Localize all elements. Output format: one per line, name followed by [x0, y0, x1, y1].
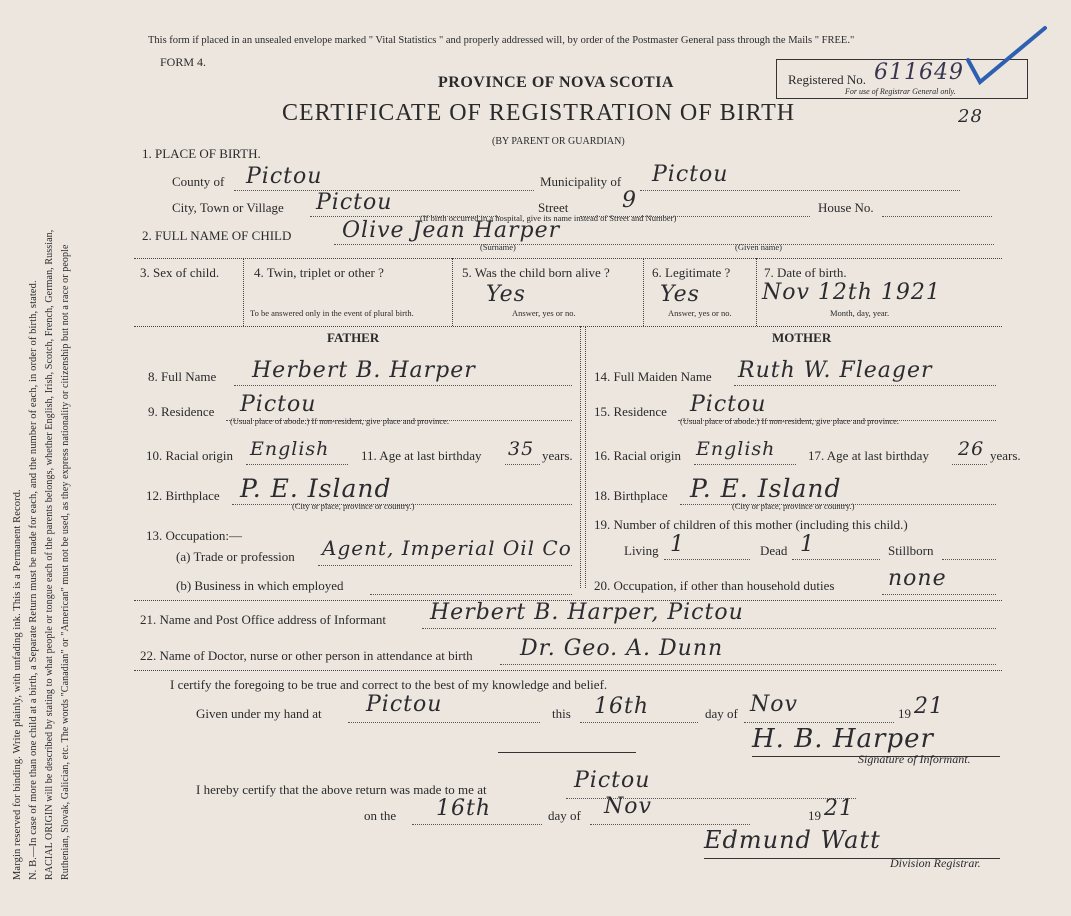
margin-note-binding: Margin reserved for binding. Write plainly, with unfading ink. This is a Permanent Record.	[12, 489, 23, 880]
trade-value: Agent, Imperial Oil Co	[322, 536, 572, 560]
mother-occupation-label: 20. Occupation, if other than household duties	[594, 578, 835, 593]
form-number: FORM 4.	[160, 55, 207, 69]
stamp-mark: 28	[958, 106, 983, 127]
margin-note-racial-2: Ruthenian, Slovak, Galician, etc. The words "Canadian" or "American" must not be used, as they express nationality or citizenship but not a race or people	[60, 244, 71, 880]
date-of-birth-label: 7. Date of birth.	[764, 265, 847, 280]
date-of-birth-note: Month, day, year.	[830, 308, 890, 318]
sex-label: 3. Sex of child.	[140, 265, 220, 280]
certify-month-value: Nov	[750, 692, 798, 717]
living-label: Living	[624, 543, 659, 558]
registrar-statement: I hereby certify that the above return was made to me at	[196, 782, 487, 797]
registrar-place-value: Pictou	[574, 768, 651, 793]
father-heading: FATHER	[327, 330, 380, 345]
certify-year-prefix: 19	[898, 706, 911, 721]
municipality-value: Pictou	[652, 162, 729, 187]
twin-label: 4. Twin, triplet or other ?	[254, 265, 384, 280]
given-place-value: Pictou	[366, 692, 443, 717]
mother-age-unit: years.	[990, 448, 1021, 463]
mother-occupation-value: none	[888, 566, 947, 591]
registrar-year-prefix: 19	[808, 808, 821, 823]
legitimate-label: 6. Legitimate ?	[652, 265, 731, 280]
on-the-label: on the	[364, 808, 397, 823]
county-label: County of	[172, 174, 225, 189]
business-label: (b) Business in which employed	[176, 578, 344, 593]
registrar-day-value: 16th	[436, 796, 492, 821]
given-under-label: Given under my hand at	[196, 706, 322, 721]
mother-age-label: 17. Age at last birthday	[808, 448, 929, 463]
father-residence-note: (Usual place of abode.) If non-resident, give place and province.	[230, 416, 450, 426]
child-name-label: 2. FULL NAME OF CHILD	[142, 228, 292, 243]
doctor-label: 22. Name of Doctor, nurse or other person in attendance at birth	[140, 648, 473, 663]
dead-value: 1	[800, 532, 815, 557]
twin-note: To be answered only in the event of plural birth.	[250, 308, 414, 318]
dead-label: Dead	[760, 543, 788, 558]
this-day-value: 16th	[594, 694, 650, 719]
county-value: Pictou	[246, 164, 323, 189]
registered-number: 611649	[874, 60, 964, 85]
city-label: City, Town or Village	[172, 200, 284, 215]
street-label: Street	[538, 200, 569, 215]
postal-notice: This form if placed in an unsealed envelope marked " Vital Statistics " and properly addressed will, by order of the Postmaster General pass through the Mails " FREE."	[148, 35, 855, 46]
this-label: this	[552, 706, 571, 721]
father-residence-value: Pictou	[240, 392, 317, 417]
born-alive-note: Answer, yes or no.	[512, 308, 576, 318]
mother-name-value: Ruth W. Fleager	[738, 358, 933, 383]
certify-year-value: 21	[914, 694, 944, 719]
occupation-label: 13. Occupation:—	[146, 528, 243, 543]
father-birthplace-value: P. E. Island	[240, 474, 392, 503]
mother-heading: MOTHER	[772, 330, 832, 345]
mother-residence-label: 15. Residence	[594, 404, 667, 419]
registrar-signature: Edmund Watt	[704, 826, 881, 854]
certify-statement: I certify the foregoing to be true and correct to the best of my knowledge and belief.	[170, 677, 608, 692]
informant-signature: H. B. Harper	[752, 724, 934, 754]
check-mark-icon	[940, 20, 1050, 100]
province-heading: PROVINCE OF NOVA SCOTIA	[438, 74, 674, 91]
mother-birthplace-note: (City or place, province or country.)	[732, 501, 855, 511]
municipality-label: Municipality of	[540, 174, 622, 189]
stillborn-label: Stillborn	[888, 543, 934, 558]
father-age-unit: years.	[542, 448, 573, 463]
mother-residence-value: Pictou	[690, 392, 767, 417]
city-value: Pictou	[316, 190, 393, 215]
father-name-label: 8. Full Name	[148, 369, 217, 384]
father-residence-label: 9. Residence	[148, 404, 215, 419]
hospital-note: (If birth occurred in a hospital, give its name instead of Street and Number)	[420, 213, 677, 223]
father-name-value: Herbert B. Harper	[252, 358, 476, 383]
father-age-label: 11. Age at last birthday	[361, 448, 482, 463]
registrar-year-value: 21	[824, 796, 854, 821]
house-label: House No.	[818, 200, 874, 215]
father-race-value: English	[250, 438, 330, 460]
children-count-label: 19. Number of children of this mother (including this child.)	[594, 517, 908, 532]
given-name-note: (Given name)	[735, 242, 782, 252]
informant-label: 21. Name and Post Office address of Informant	[140, 612, 386, 627]
born-alive-value: Yes	[486, 282, 526, 307]
living-value: 1	[670, 532, 685, 557]
mother-race-label: 16. Racial origin	[594, 448, 682, 463]
day-of-label: day of	[705, 706, 738, 721]
father-race-label: 10. Racial origin	[146, 448, 234, 463]
page-title: CERTIFICATE OF REGISTRATION OF BIRTH	[282, 100, 796, 126]
mother-age-value: 26	[958, 438, 985, 460]
margin-note-nb: N. B.—In case of more than one child at a birth, a Separate Return must be made for each, and the number of each, in order of birth, stated.	[28, 280, 39, 880]
date-of-birth-value: Nov 12th 1921	[762, 280, 941, 305]
street-value: 9	[622, 188, 637, 213]
page-subtitle: (BY PARENT OR GUARDIAN)	[492, 136, 625, 147]
mother-birthplace-value: P. E. Island	[690, 474, 842, 503]
registrar-note: For use of Registrar General only.	[845, 87, 956, 96]
surname-note: (Surname)	[480, 242, 516, 252]
margin-note-racial: RACIAL ORIGIN will be described by stating to what people or tongue each of the parents belongs, whether English, Irish, Scotch, French, German, Russian,	[44, 229, 55, 880]
registrar-month-value: Nov	[604, 794, 652, 819]
legitimate-value: Yes	[660, 282, 700, 307]
informant-signature-label: Signature of Informant.	[858, 752, 971, 766]
mother-residence-note: (Usual place of abode.) If non-resident, give place and province.	[680, 416, 900, 426]
father-birthplace-note: (City or place, province or country.)	[292, 501, 415, 511]
born-alive-label: 5. Was the child born alive ?	[462, 265, 610, 280]
father-age-value: 35	[508, 438, 535, 460]
registered-label: Registered No.	[788, 72, 866, 87]
registrar-signature-label: Division Registrar.	[890, 856, 981, 870]
mother-birthplace-label: 18. Birthplace	[594, 488, 668, 503]
registrar-day-of-label: day of	[548, 808, 581, 823]
informant-value: Herbert B. Harper, Pictou	[430, 600, 744, 625]
mother-race-value: English	[696, 438, 776, 460]
child-name-value: Olive Jean Harper	[342, 218, 561, 243]
father-birthplace-label: 12. Birthplace	[146, 488, 220, 503]
mother-name-label: 14. Full Maiden Name	[594, 369, 712, 384]
legitimate-note: Answer, yes or no.	[668, 308, 732, 318]
doctor-value: Dr. Geo. A. Dunn	[520, 636, 724, 661]
trade-label: (a) Trade or profession	[176, 549, 295, 564]
place-of-birth-label: 1. PLACE OF BIRTH.	[142, 146, 261, 161]
